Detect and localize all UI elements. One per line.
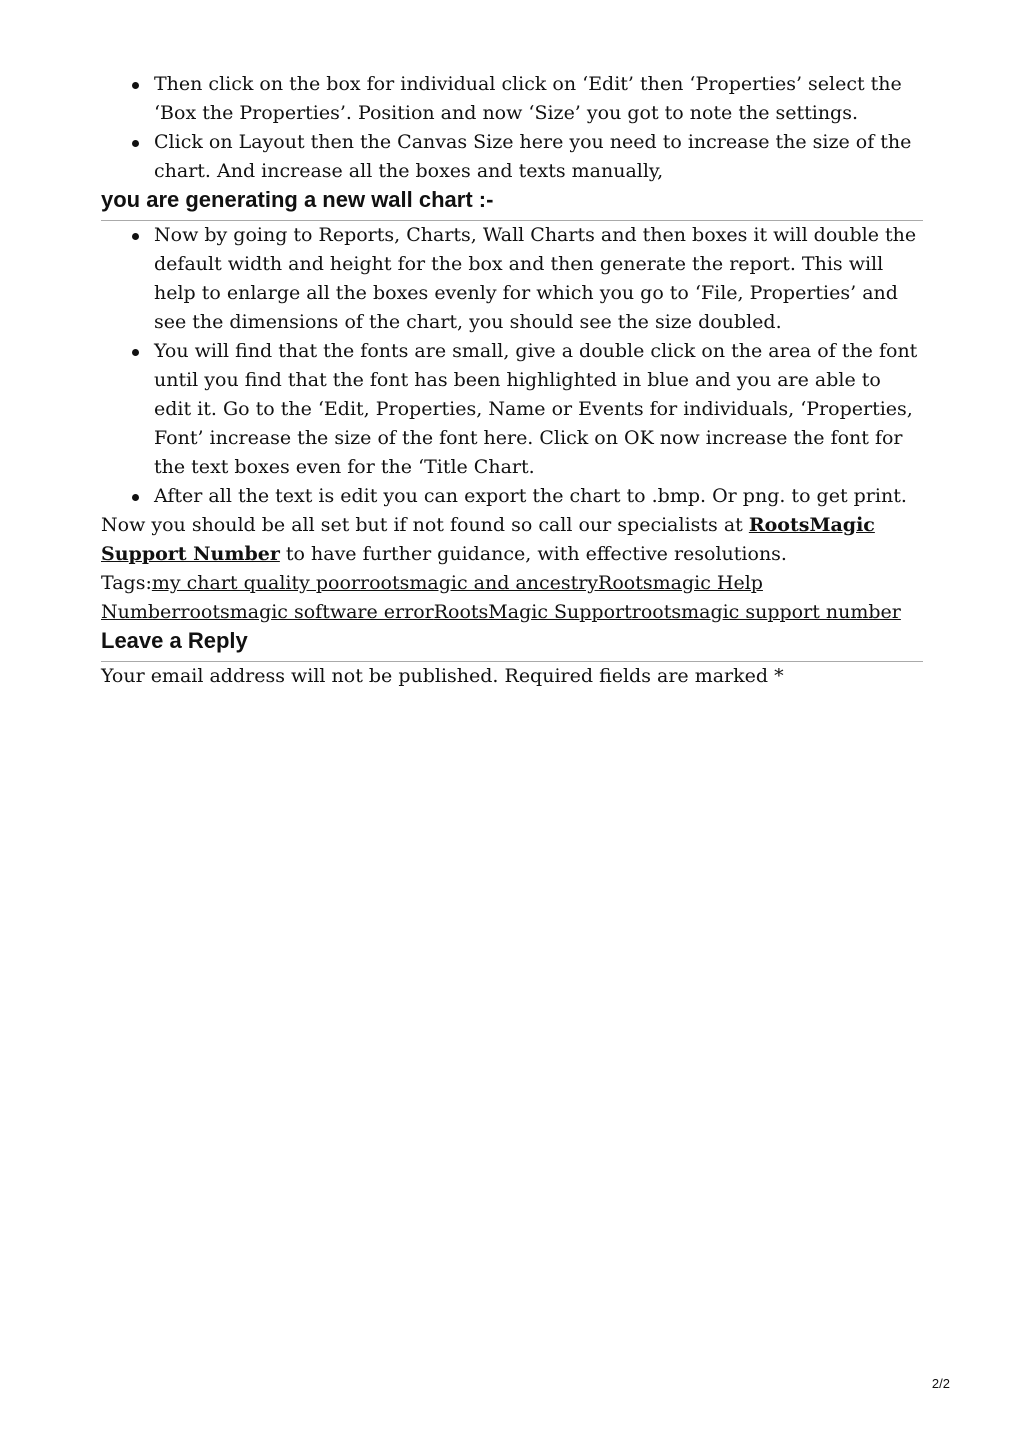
support-number-link[interactable]: RootsMagic Support Number <box>101 514 875 565</box>
tags-paragraph <box>101 569 923 627</box>
list-item: After all the text is edit you can export the chart to .bmp. Or png. to get print. <box>154 482 923 511</box>
instruction-list <box>101 70 923 186</box>
tag-link[interactable]: rootsmagic and ancestry <box>360 572 599 594</box>
closing-text-before-link: Now you should be all set but if not found so call our specialists at <box>101 514 749 536</box>
list-item: You will find that the fonts are small, give a double click on the area of the font until you find that the font has been highlighted in blue and you are able to edit it. Go to the ‘Edit, Properties, Name or Events for individuals, ‘Properties, Font’ increase the size of the font here. Click on OK now increase the font for the text boxes even for the ‘Title Chart. <box>154 337 923 482</box>
list-item: Now by going to Reports, Charts, Wall Charts and then boxes it will double the default width and height for the box and then generate the report. This will help to enlarge all the boxes evenly for which you go to ‘File, Properties’ and see the dimensions of the chart, you should see the size doubled. <box>154 221 923 337</box>
list-item: Click on Layout then the Canvas Size here you need to increase the size of the chart. And increase all the boxes and texts manually, <box>154 128 923 186</box>
section-heading-leave-reply: Leave a Reply <box>101 627 923 662</box>
email-notice: Your email address will not be published. Required fields are marked * <box>101 665 784 687</box>
tag-link[interactable]: my chart quality poor <box>151 572 361 594</box>
tag-link[interactable]: rootsmagic software error <box>180 601 434 623</box>
page-number: 2/2 <box>931 1376 950 1391</box>
tag-link[interactable]: RootsMagic Support <box>433 601 632 623</box>
closing-text-after-link: to have further guidance, with effective resolutions. <box>279 543 787 565</box>
closing-paragraph <box>101 511 923 569</box>
wall-chart-steps-list <box>101 221 923 511</box>
article-content <box>101 70 923 691</box>
tag-link[interactable]: rootsmagic support number <box>631 601 901 623</box>
section-heading-wall-chart: you are generating a new wall chart :- <box>101 186 923 221</box>
tag-link[interactable]: Rootsmagic Help Number <box>101 572 763 623</box>
tags-label: Tags: <box>101 572 152 594</box>
list-item: Then click on the box for individual click on ‘Edit’ then ‘Properties’ select the ‘Box the Properties’. Position and now ‘Size’ you got to note the settings. <box>154 70 923 128</box>
